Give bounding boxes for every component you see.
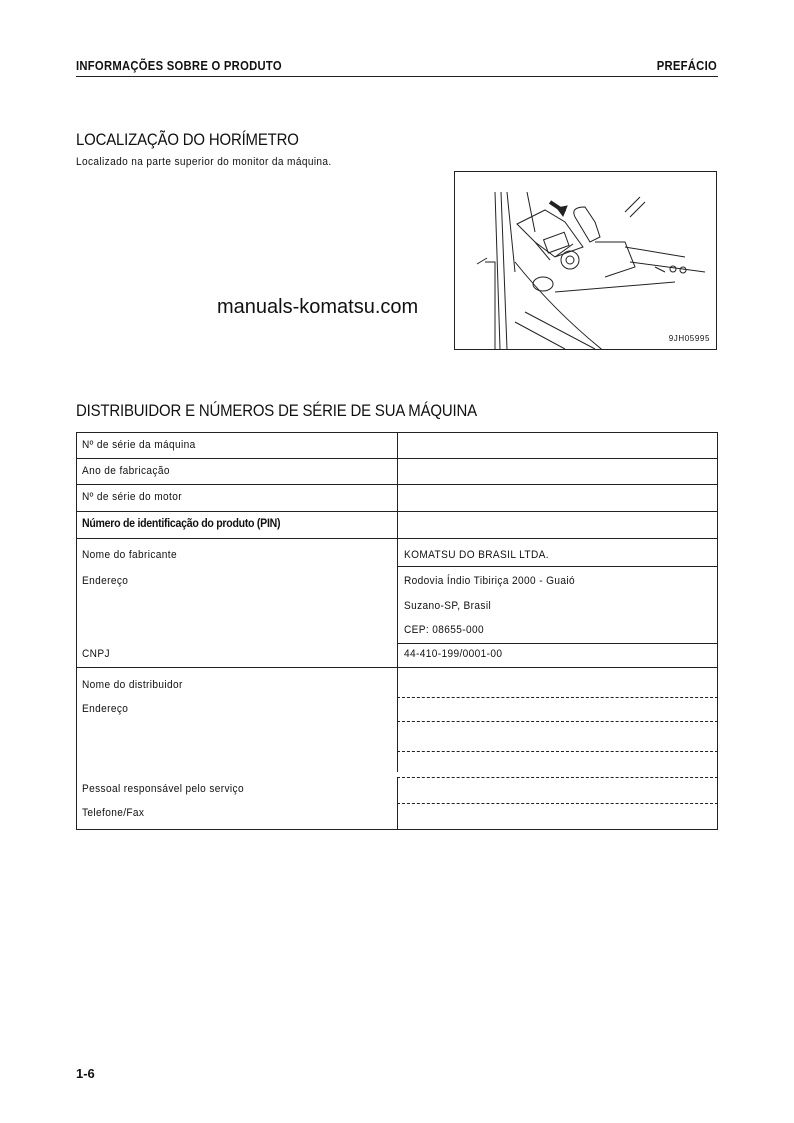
label-service-person: Pessoal responsável pelo serviço (82, 783, 244, 795)
address-line-1: Rodovia Índio Tibiriça 2000 - Guaió (404, 575, 575, 587)
fill-in-line (397, 721, 718, 722)
label-year: Ano de fabricação (82, 465, 170, 477)
section-title-serial-numbers: DISTRIBUIDOR E NÚMEROS DE SÉRIE DE SUA MÁQUINA (76, 401, 477, 420)
manufacturer-value: KOMATSU DO BRASIL LTDA. (404, 549, 549, 561)
watermark: manuals-komatsu.com (217, 296, 419, 318)
running-header-right: PREFÁCIO (656, 59, 717, 73)
table-border (717, 432, 718, 830)
label-pin: Número de identificação do produto (PIN) (82, 518, 281, 530)
fill-in-line (397, 803, 718, 804)
address-line-3: CEP: 08655-000 (404, 624, 484, 636)
table-border (76, 432, 77, 830)
cnpj-value: 44-410-199/0001-00 (404, 648, 503, 660)
label-phone: Telefone/Fax (82, 807, 145, 819)
fill-in-line (397, 751, 718, 752)
running-header-left: INFORMAÇÕES SOBRE O PRODUTO (76, 59, 282, 73)
label-cnpj: CNPJ (82, 648, 110, 660)
fill-in-line (397, 777, 718, 778)
hourmeter-description: Localizado na parte superior do monitor da máquina. (76, 156, 332, 168)
fill-in-line (397, 697, 718, 698)
section-title-hourmeter: LOCALIZAÇÃO DO HORÍMETRO (76, 130, 299, 149)
label-manufacturer: Nome do fabricante (82, 549, 177, 561)
label-address: Endereço (82, 575, 129, 587)
table-border (397, 566, 718, 567)
label-serial-engine: Nº de série do motor (82, 491, 182, 503)
page-number: 1-6 (76, 1066, 95, 1081)
figure-code: 9JH05995 (668, 334, 710, 343)
table-divider (397, 778, 398, 830)
label-distributor-address: Endereço (82, 703, 129, 715)
table-border (397, 643, 718, 644)
label-serial-machine: Nº de série da máquina (82, 439, 196, 451)
label-distributor: Nome do distribuidor (82, 679, 183, 691)
address-line-2: Suzano-SP, Brasil (404, 600, 492, 612)
